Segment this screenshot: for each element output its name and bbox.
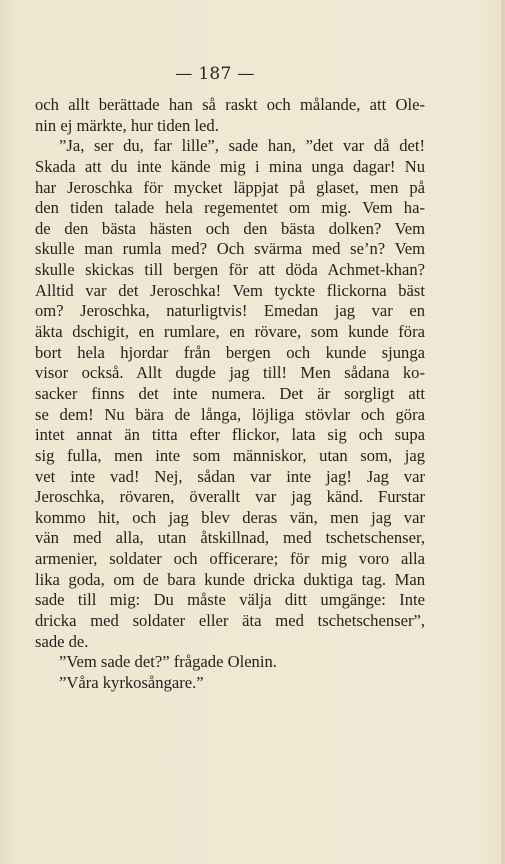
page-number: — 187 — xyxy=(175,64,255,84)
text-line: de den bästa hästen och den bästa dolken? Vem xyxy=(35,218,425,238)
page-edge xyxy=(501,0,505,864)
text-line: sade de. xyxy=(35,631,89,651)
text-line: ”Vem sade det?” frågade Olenin. xyxy=(59,652,277,672)
text-line: Jeroschka, rövaren, överallt var jag känd. Furstar xyxy=(35,487,425,507)
text-line: skulle skickas till bergen för att döda Achmet-khan? xyxy=(35,260,425,280)
text-line: armenier, soldater och officerare; för mig voro alla xyxy=(35,549,425,569)
text-line: lika goda, om de bara kunde dricka duktiga tag. Man xyxy=(35,569,425,589)
text-line: den tiden talade hela regementet om mig. Vem ha- xyxy=(35,198,425,218)
text-line: visor också. Allt dugde jag till! Men sådana ko- xyxy=(35,363,425,383)
text-line: dricka med soldater eller äta med tschetschenser”, xyxy=(35,611,425,631)
body-text xyxy=(35,95,425,694)
text-line: Alltid var det Jeroschka! Vem tyckte flickorna bäst xyxy=(35,280,425,300)
text-line: sacker finns det inte numera. Det är sorgligt att xyxy=(35,383,425,403)
text-line: intet annat än titta efter flickor, lata sig och supa xyxy=(35,425,425,445)
text-line: kommo hit, och jag blev deras vän, men jag var xyxy=(35,507,425,527)
text-line: har Jeroschka för mycket läppjat på glaset, men på xyxy=(35,177,425,197)
text-line: sig fulla, men inte som människor, utan som, jag xyxy=(35,445,425,465)
text-line: om? Jeroschka, naturligtvis! Emedan jag var en xyxy=(35,301,425,321)
text-line: nin ej märkte, hur tiden led. xyxy=(35,115,219,135)
text-line: ”Våra kyrkosångare.” xyxy=(59,672,204,692)
text-line: sade till mig: Du måste välja ditt umgänge: Inte xyxy=(35,590,425,610)
text-line: äkta dschigit, en rumlare, en rövare, som kunde föra xyxy=(35,322,425,342)
text-line: och allt berättade han så raskt och målande, att Ole- xyxy=(35,95,425,114)
text-line: vet inte vad! Nej, sådan var inte jag! Jag var xyxy=(35,466,425,486)
text-line: skulle man rumla med? Och svärma med se’n? Vem xyxy=(35,239,425,259)
text-line: se dem! Nu bära de långa, löjliga stövlar och göra xyxy=(35,404,425,424)
text-line: bort hela hjordar från bergen och kunde sjunga xyxy=(35,342,425,362)
text-line: ”Ja, ser du, far lille”, sade han, ”det var då det! xyxy=(59,136,425,156)
text-line: Skada att du inte kände mig i mina unga dagar! Nu xyxy=(35,156,425,176)
text-line: vän med alla, utan åtskillnad, med tschetschenser, xyxy=(35,528,425,548)
